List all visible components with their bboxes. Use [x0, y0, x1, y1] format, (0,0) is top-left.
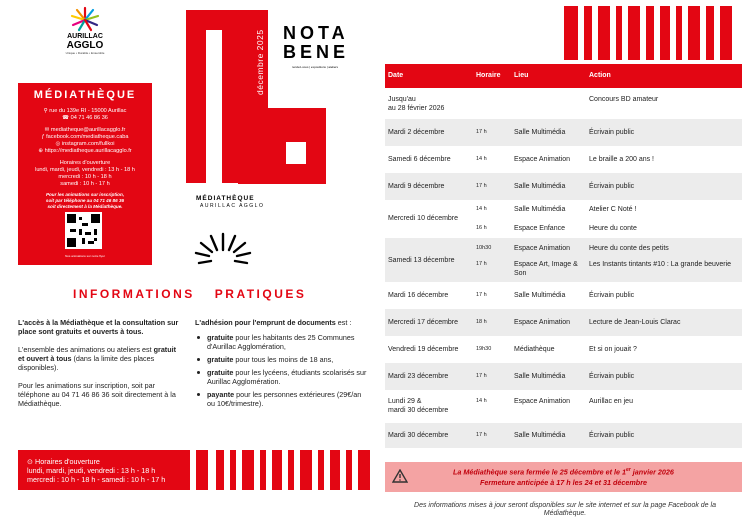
opening-hours-line-1: lundi, mardi, jeudi, vendredi : 13 h - 18 h — [27, 466, 156, 475]
table-row — [385, 88, 742, 119]
row-place: Salle Multimédia — [514, 292, 566, 299]
row-time: 17 h — [476, 129, 487, 135]
row-date: Vendredi 19 décembre — [388, 346, 459, 353]
row-date: Samedi 6 décembre — [388, 156, 451, 163]
address: ⚲ rue du 139e RI - 15000 Aurillac — [43, 108, 127, 114]
header-time: Horaire — [476, 72, 501, 79]
hours-line-3: samedi : 10 h - 17 h — [60, 181, 110, 187]
row-action: Écrivain public — [589, 183, 635, 190]
list-item: gratuite pour les habitants des 25 Communes d'Aurillac Agglomération, — [195, 333, 370, 351]
instagram-link[interactable]: ◎ instagram.com/fullkoi — [55, 141, 115, 147]
table-row — [385, 390, 742, 423]
phone[interactable]: ☎ 04 71 46 86 36 — [62, 115, 108, 121]
row-date: Lundi 29 & — [388, 398, 422, 405]
table-row — [385, 282, 742, 309]
row-action: Aurillac en jeu — [589, 398, 633, 405]
mediatheque-title: MÉDIATHÈQUE — [33, 89, 137, 101]
access-paragraph: L'accès à la Médiathèque et la consultation sur place sont gratuits et ouverts à tous. — [18, 318, 179, 336]
row-place: Salle Multimédia — [514, 432, 566, 439]
row-time-2: 16 h — [476, 225, 487, 231]
hours-line-2: mercredi : 10 h - 18 h — [58, 174, 112, 180]
row-action: Écrivain public — [589, 292, 635, 299]
qr-caption: Nos animations sur notre flyer — [65, 254, 105, 258]
row-place: Espace Animation — [514, 319, 571, 326]
opening-hours-title: ⊙ Horaires d'ouverture — [27, 457, 100, 466]
access-info — [18, 318, 183, 408]
row-action: Écrivain public — [589, 432, 635, 439]
note-line-3: soit directement à la Médiathèque. — [47, 204, 123, 209]
row-place: Salle Multimédia — [514, 129, 566, 136]
row-place: Salle Multimédia — [514, 206, 566, 213]
sunburst-logo-icon — [70, 6, 100, 32]
table-header — [385, 64, 742, 88]
decorative-stripes-bottom — [196, 450, 371, 490]
row-time: 14 h — [476, 398, 487, 404]
row-place: Salle Multimédia — [514, 183, 566, 190]
logo-tagline: Unique • Durable • Ensemble — [65, 51, 105, 55]
qr-code[interactable] — [65, 212, 102, 249]
row-place-2: Espace Art, Image & Son — [514, 261, 578, 277]
decorative-stripes-top — [384, 6, 740, 60]
cover-brand: MÉDIATHÈQUE — [196, 195, 255, 202]
table-row — [385, 200, 742, 238]
row-place: Salle Multimédia — [514, 373, 566, 380]
list-item: payante pour les personnes extérieures (29€/an ou 10€/trimestre). — [195, 390, 370, 408]
nb-letter-b-hole — [286, 142, 306, 164]
row-action: Écrivain public — [589, 129, 635, 136]
row-date: Mardi 16 décembre — [388, 292, 449, 299]
aurillac-agglo-logo — [55, 6, 115, 55]
row-time: 17 h — [476, 292, 487, 298]
row-date: Mardi 30 décembre — [388, 432, 449, 439]
row-date: Mercredi 17 décembre — [388, 319, 459, 326]
mail-icon: ✉ — [44, 127, 51, 133]
table-row — [385, 309, 742, 336]
table-row — [385, 146, 742, 173]
row-time: 17 h — [476, 183, 487, 189]
web-icon: ⊕ — [38, 148, 45, 154]
phone-icon: ☎ — [62, 115, 71, 121]
row-time: 14 h — [476, 156, 487, 162]
info-heading-2: PRATIQUES — [214, 287, 307, 301]
burst-rays-icon — [193, 228, 253, 266]
row-date-2: au 28 février 2026 — [388, 105, 445, 112]
table-row — [385, 336, 742, 363]
row-date: Mardi 2 décembre — [388, 129, 445, 136]
row-date-2: mardi 30 décembre — [388, 407, 449, 414]
membership-info — [195, 318, 370, 412]
facebook-link[interactable]: ƒ facebook.com/mediatheque.caba — [41, 134, 129, 140]
qr-code-icon — [67, 214, 100, 247]
instagram-icon: ◎ — [55, 141, 62, 147]
nota-tagline: rendez-vous | expositions | ateliers — [291, 65, 339, 69]
list-item: gratuite pour tous les moins de 18 ans, — [195, 355, 370, 364]
row-date: Jusqu'au — [388, 96, 416, 103]
nb-letter-cut — [206, 30, 222, 183]
facebook-icon: ƒ — [41, 134, 47, 140]
closure-line-2: Fermeture anticipée à 17 h les 24 et 31 décembre — [480, 478, 647, 488]
note-line-2: soit par téléphone au 04 71 46 86 36 — [45, 198, 125, 203]
closure-notice — [385, 462, 742, 492]
cover-brand-sub: AURILLAC AGGLO — [200, 203, 265, 209]
row-date: Samedi 13 décembre — [388, 257, 455, 264]
row-date: Mardi 9 décembre — [388, 183, 445, 190]
cover-date: décembre 2025 — [255, 29, 265, 95]
footer-note: Des informations mises à jour seront disponibles sur le site internet et sur la page Facebook de la Médiathèque. — [414, 502, 716, 517]
location-pin-icon: ⚲ — [43, 108, 50, 114]
note-line-1: Pour les animations sur inscription, — [45, 192, 125, 197]
row-action: Le braille a 200 ans ! — [589, 156, 654, 163]
row-action: Atelier C Noté ! — [589, 206, 637, 213]
row-time: 17 h — [476, 432, 487, 438]
info-heading — [73, 287, 306, 301]
info-heading-1: INFORMATIONS — [73, 287, 195, 301]
table-row — [385, 423, 742, 448]
table-row — [385, 238, 742, 282]
row-place: Médiathèque — [514, 346, 555, 353]
membership-list — [195, 333, 370, 408]
events-table — [385, 64, 742, 448]
row-date: Mercredi 10 décembre — [388, 215, 459, 222]
row-action: Écrivain public — [589, 373, 635, 380]
membership-title: L'adhésion pour l'emprunt de documents est : — [195, 318, 352, 327]
row-action: Et si on jouait ? — [589, 346, 637, 353]
row-action: Lecture de Jean-Louis Clarac — [589, 319, 681, 326]
row-place-2: Espace Enfance — [514, 225, 565, 232]
logo-agglo: AGGLO — [66, 40, 104, 51]
table-row — [385, 363, 742, 390]
bene-text: BENE — [283, 42, 350, 62]
row-action: Heure du conte des petits — [589, 245, 669, 252]
opening-hours-line-2: mercredi : 10 h - 18 h - samedi : 10 h - 17 h — [27, 475, 166, 484]
row-time: 18 h — [476, 319, 487, 325]
row-place: Espace Animation — [514, 245, 571, 252]
animations-paragraph: L'ensemble des animations ou ateliers est gratuit et ouvert à tous (dans la limite des places disponibles). — [18, 345, 176, 372]
nota-bene-title — [283, 23, 350, 62]
opening-hours-box — [18, 450, 190, 490]
website-link[interactable]: ⊕ https://mediatheque.aurillacagglo.fr — [38, 148, 132, 154]
header-place: Lieu — [514, 72, 529, 79]
closure-line-1: La Médiathèque sera fermée le 25 décembre et le 1er janvier 2026 — [453, 467, 674, 477]
row-time: 19h30 — [476, 346, 492, 352]
table-row — [385, 173, 742, 200]
nota-text: NOTA — [283, 23, 349, 43]
nb-letter-b-top — [268, 108, 326, 142]
row-time: 10h30 — [476, 245, 492, 251]
header-date: Date — [388, 72, 404, 79]
row-time: 14 h — [476, 206, 487, 212]
hours-line-1: lundi, mardi, jeudi, vendredi : 13 h - 18 h — [35, 167, 135, 173]
list-item: gratuite pour les lycéens, étudiants scolarisés sur Aurillac Agglomération. — [195, 368, 370, 386]
table-row — [385, 119, 742, 146]
hours-title: Horaires d'ouverture — [59, 160, 111, 166]
warning-icon — [392, 469, 408, 483]
clock-icon: ⊙ — [27, 457, 36, 466]
row-action: Concours BD amateur — [589, 96, 659, 103]
row-action-2: Les Instants tintants #10 : La grande beuverie — [589, 261, 732, 268]
email-link[interactable]: ✉ mediatheque@aurillacagglo.fr — [44, 127, 126, 133]
header-action: Action — [589, 72, 611, 79]
registration-paragraph: Pour les animations sur inscription, soit par téléphone au 04 71 46 86 36 soit directement à la Médiathèque. — [18, 381, 176, 408]
row-place: Espace Animation — [514, 156, 571, 163]
row-date: Mardi 23 décembre — [388, 373, 449, 380]
row-place: Espace Animation — [514, 398, 571, 405]
row-action-2: Heure du conte — [589, 225, 637, 232]
logo-aurillac: AURILLAC — [67, 33, 103, 40]
row-time-2: 17 h — [476, 261, 487, 267]
row-time: 17 h — [476, 373, 487, 379]
